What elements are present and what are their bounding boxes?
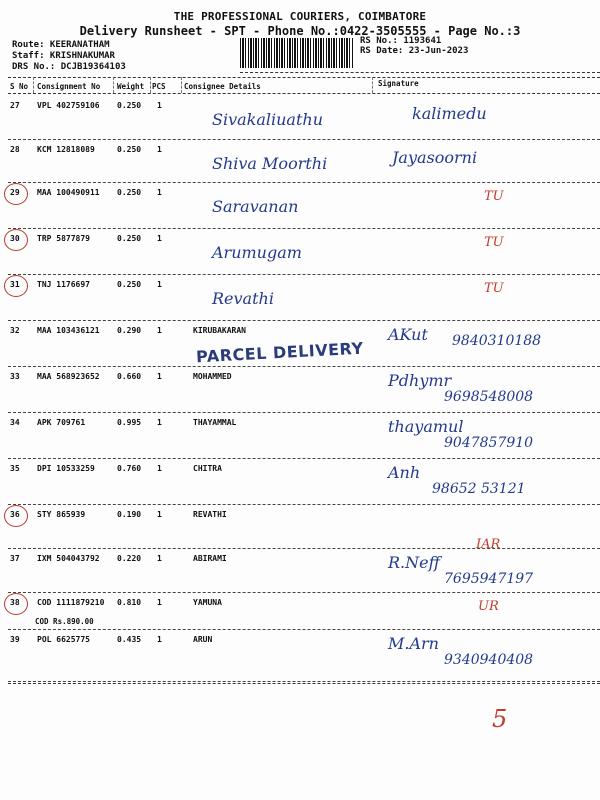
consignment-number: POL 6625775 bbox=[37, 635, 90, 644]
weight-value: 0.760 bbox=[117, 464, 142, 473]
handwritten-name: Arumugam bbox=[212, 243, 302, 262]
circle-mark bbox=[4, 505, 28, 527]
serial-number: 30 bbox=[10, 234, 20, 243]
handwritten-phone: 9840310188 bbox=[452, 333, 542, 349]
red-status-mark: TU bbox=[484, 189, 504, 204]
serial-number: 27 bbox=[10, 101, 20, 110]
page-count-mark: 5 bbox=[492, 705, 508, 733]
consignment-number: IXM 504043792 bbox=[37, 554, 100, 563]
header-bottom-divider bbox=[8, 93, 600, 94]
weight-value: 0.250 bbox=[117, 145, 142, 154]
column-divider bbox=[33, 77, 34, 93]
consignment-number: STY 865939 bbox=[37, 510, 86, 519]
circle-mark bbox=[4, 593, 28, 615]
serial-number: 36 bbox=[10, 510, 20, 519]
serial-number: 39 bbox=[10, 635, 20, 644]
table-row bbox=[0, 183, 600, 229]
handwritten-phone: 9340940408 bbox=[444, 652, 534, 668]
serial-number: 37 bbox=[10, 554, 20, 563]
consignee-name: REVATHI bbox=[193, 510, 227, 519]
pieces-count: 1 bbox=[157, 554, 162, 563]
staff-label: Staff: KRISHNAKUMAR bbox=[12, 51, 115, 61]
pieces-count: 1 bbox=[157, 234, 162, 243]
pieces-count: 1 bbox=[157, 635, 162, 644]
consignment-number: DPI 10533259 bbox=[37, 464, 95, 473]
handwritten-phone: 7695947197 bbox=[444, 571, 534, 587]
consignee-name: MOHAMMED bbox=[193, 372, 232, 381]
serial-number: 33 bbox=[10, 372, 20, 381]
red-status-mark: TU bbox=[484, 235, 504, 250]
serial-number: 35 bbox=[10, 464, 20, 473]
pieces-count: 1 bbox=[157, 418, 162, 427]
table-row bbox=[0, 630, 600, 682]
signature-scribble: M.Arn bbox=[388, 634, 439, 653]
serial-number: 31 bbox=[10, 280, 20, 289]
weight-value: 0.810 bbox=[117, 598, 142, 607]
table-row bbox=[0, 413, 600, 459]
consignment-number: KCM 12818089 bbox=[37, 145, 95, 154]
table-row bbox=[0, 505, 600, 552]
handwritten-phone: 9698548008 bbox=[444, 389, 534, 405]
consignment-number: MAA 568923652 bbox=[37, 372, 100, 381]
pieces-count: 1 bbox=[157, 464, 162, 473]
weight-value: 0.995 bbox=[117, 418, 142, 427]
consignee-name: CHITRA bbox=[193, 464, 222, 473]
signature-scribble: AKut bbox=[388, 325, 428, 344]
red-status-mark: UR bbox=[478, 599, 499, 614]
table-row bbox=[0, 593, 600, 630]
pieces-count: 1 bbox=[157, 101, 162, 110]
signature-scribble: Jayasoorni bbox=[392, 148, 478, 167]
column-signature: Signature bbox=[378, 79, 419, 88]
consignee-name: KIRUBAKARAN bbox=[193, 326, 246, 335]
table-bottom-divider bbox=[8, 683, 600, 684]
pieces-count: 1 bbox=[157, 188, 162, 197]
consignment-number: TRP 5877879 bbox=[37, 234, 90, 243]
signature-scribble: thayamul bbox=[388, 417, 464, 436]
weight-value: 0.220 bbox=[117, 554, 142, 563]
runsheet-title: Delivery Runsheet - SPT - Phone No.:0422-3505555 - Page No.:3 bbox=[79, 24, 521, 38]
consignment-number: TNJ 1176697 bbox=[37, 280, 90, 289]
header-divider bbox=[240, 72, 600, 73]
handwritten-name: Sivakaliuathu bbox=[212, 110, 324, 129]
weight-value: 0.435 bbox=[117, 635, 142, 644]
table-row bbox=[0, 367, 600, 413]
signature-scribble: kalimedu bbox=[412, 104, 487, 123]
barcode-image bbox=[240, 38, 354, 68]
serial-number: 28 bbox=[10, 145, 20, 154]
table-row bbox=[0, 275, 600, 321]
consignee-name: ARUN bbox=[193, 635, 213, 644]
red-status-mark: IAR bbox=[476, 537, 501, 552]
company-title: THE PROFESSIONAL COURIERS, COIMBATORE bbox=[173, 10, 427, 23]
signature-scribble: Pdhymr bbox=[388, 371, 452, 390]
row-divider bbox=[8, 681, 600, 682]
weight-value: 0.250 bbox=[117, 101, 142, 110]
circle-mark bbox=[4, 183, 28, 205]
table-row bbox=[0, 549, 600, 593]
pieces-count: 1 bbox=[157, 598, 162, 607]
table-row bbox=[0, 229, 600, 275]
serial-number: 29 bbox=[10, 188, 20, 197]
pieces-count: 1 bbox=[157, 372, 162, 381]
column-consignee: Consignee Details bbox=[184, 82, 261, 91]
serial-number: 38 bbox=[10, 598, 20, 607]
signature-scribble: R.Neff bbox=[388, 553, 440, 572]
serial-number: 34 bbox=[10, 418, 20, 427]
pieces-count: 1 bbox=[157, 326, 162, 335]
pieces-count: 1 bbox=[157, 280, 162, 289]
handwritten-name: Saravanan bbox=[212, 197, 299, 216]
handwritten-phone: 98652 53121 bbox=[432, 481, 526, 497]
circle-mark bbox=[4, 229, 28, 251]
column-divider bbox=[372, 77, 373, 93]
weight-value: 0.190 bbox=[117, 510, 142, 519]
column-sno: S No bbox=[10, 82, 29, 91]
pieces-count: 1 bbox=[157, 145, 162, 154]
column-weight: Weight bbox=[117, 82, 145, 91]
column-pcs: PCS bbox=[152, 82, 166, 91]
weight-value: 0.250 bbox=[117, 234, 142, 243]
handwritten-name: Revathi bbox=[212, 289, 274, 308]
drs-number: DRS No.: DCJB19364103 bbox=[12, 62, 126, 72]
handwritten-name: Shiva Moorthi bbox=[212, 154, 328, 173]
consignment-number: MAA 103436121 bbox=[37, 326, 100, 335]
pieces-count: 1 bbox=[157, 510, 162, 519]
route-label: Route: KEERANATHAM bbox=[12, 40, 110, 50]
parcel-delivery-stamp: PARCEL DELIVERY bbox=[195, 338, 364, 367]
consignment-number: COD 1111879210 bbox=[37, 598, 105, 607]
table-row bbox=[0, 96, 600, 140]
column-divider bbox=[181, 77, 182, 93]
column-divider bbox=[113, 77, 114, 93]
consignee-name: THAYAMMAL bbox=[193, 418, 237, 427]
serial-number: 32 bbox=[10, 326, 20, 335]
weight-value: 0.290 bbox=[117, 326, 142, 335]
weight-value: 0.660 bbox=[117, 372, 142, 381]
column-divider bbox=[150, 77, 151, 93]
cod-amount: COD Rs.890.00 bbox=[35, 617, 94, 626]
consignment-number: MAA 100490911 bbox=[37, 188, 100, 197]
table-row bbox=[0, 459, 600, 505]
rs-number: RS No.: 1193641 bbox=[360, 36, 442, 46]
weight-value: 0.250 bbox=[117, 280, 142, 289]
consignment-number: VPL 402759106 bbox=[37, 101, 100, 110]
table-top-divider bbox=[8, 77, 600, 78]
weight-value: 0.250 bbox=[117, 188, 142, 197]
consignee-name: YAMUNA bbox=[193, 598, 222, 607]
rs-date: RS Date: 23-Jun-2023 bbox=[360, 46, 469, 56]
table-row bbox=[0, 140, 600, 183]
column-consignment: Consignment No bbox=[37, 82, 101, 91]
handwritten-phone: 9047857910 bbox=[444, 435, 534, 451]
consignee-name: ABIRAMI bbox=[193, 554, 227, 563]
circle-mark bbox=[4, 275, 28, 297]
red-status-mark: TU bbox=[484, 281, 504, 296]
signature-scribble: Anh bbox=[388, 463, 421, 482]
consignment-number: APK 709761 bbox=[37, 418, 86, 427]
